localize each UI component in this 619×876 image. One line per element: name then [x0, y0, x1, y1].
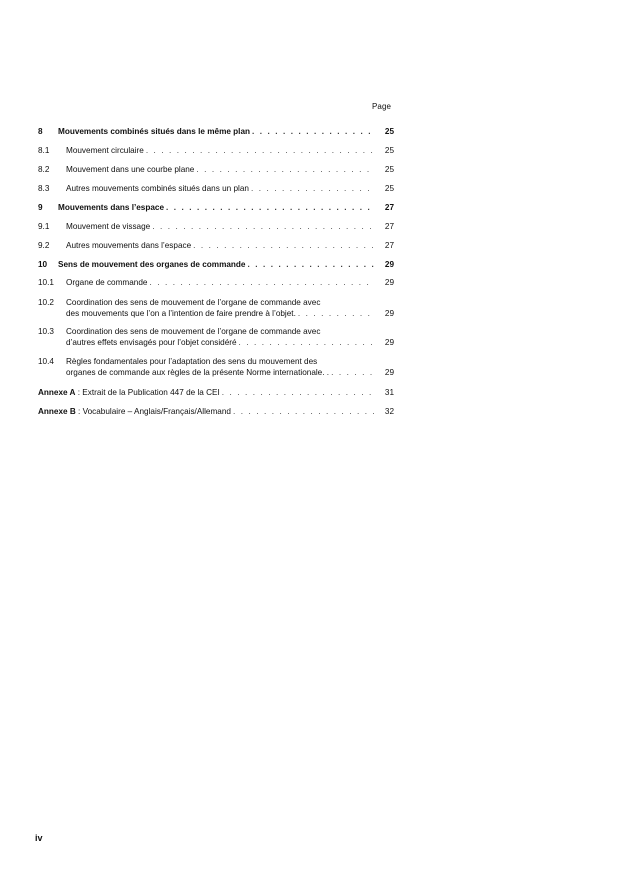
- toc-entry-number: 10.2: [38, 298, 54, 307]
- toc-entry: [38, 165, 394, 176]
- toc-entry-title: Coordination des sens de mouvement de l’organe de commande avec: [66, 298, 321, 307]
- toc-entry-title: Règles fondamentales pour l’adaptation des sens du mouvement des: [66, 357, 318, 366]
- dot-leader: [247, 260, 374, 271]
- dot-leader: [166, 203, 374, 214]
- toc-entry-title: Annexe B : Vocabulaire – Anglais/Français/Allemand: [38, 407, 231, 416]
- toc-entry-title: Autres mouvements dans l’espace: [66, 241, 192, 250]
- dot-leader: [193, 241, 374, 252]
- toc-entry-title: des mouvements que l’on a l’intention de faire prendre à l’objet.: [66, 308, 296, 318]
- toc-entry-title: Mouvement dans une courbe plane: [66, 165, 195, 174]
- toc-entry-page: 31: [384, 388, 394, 397]
- toc-entry-page: 32: [384, 407, 394, 416]
- toc-entry-number: 9.1: [38, 222, 50, 231]
- toc-entry-page: 27: [384, 203, 394, 212]
- toc-entry: [38, 184, 394, 195]
- toc-entry-page: 25: [384, 184, 394, 193]
- dot-leader: [149, 278, 374, 289]
- toc-entry: [38, 407, 394, 418]
- toc-entry-title: Mouvements combinés situés dans le même plan: [58, 127, 251, 136]
- toc-entry: [38, 146, 394, 157]
- toc-entry: [38, 222, 394, 233]
- toc-entry-page: 27: [384, 241, 394, 250]
- toc-entry-number: 8.1: [38, 146, 50, 155]
- toc-entry: [38, 388, 394, 399]
- toc-entry-page: 25: [384, 165, 394, 174]
- toc-entry-page: 27: [384, 222, 394, 231]
- dot-leader: [239, 338, 374, 349]
- toc-entry-page: 29: [384, 308, 394, 318]
- toc-entry-title: Organe de commande: [66, 278, 148, 287]
- dot-leader: [298, 309, 374, 320]
- toc-entry-title: Mouvement circulaire: [66, 146, 144, 155]
- dot-leader: [233, 407, 374, 418]
- toc-entry-title: d’autres effets envisagés pour l’objet considéré: [66, 337, 237, 347]
- toc-entry-number: 8.3: [38, 184, 50, 193]
- toc-entry-number: 10: [38, 260, 48, 269]
- toc-entry-page: 25: [384, 127, 394, 136]
- toc-entry: [38, 127, 394, 138]
- page-column-label: Page: [372, 102, 392, 111]
- dot-leader: [252, 127, 374, 138]
- toc-entry-title: Mouvement de vissage: [66, 222, 151, 231]
- toc-entry-number: 10.4: [38, 357, 54, 366]
- toc-entry: [38, 203, 394, 214]
- toc-entry-number: 10.1: [38, 278, 54, 287]
- toc-entry-number: 8: [38, 127, 43, 136]
- dot-leader: [196, 165, 374, 176]
- toc-entry-number: 9.2: [38, 241, 50, 250]
- dot-leader: [331, 368, 374, 379]
- toc-entry-page: 29: [384, 260, 394, 269]
- toc-entry-number: 8.2: [38, 165, 50, 174]
- toc-entry-page: 29: [384, 278, 394, 287]
- toc-entry: [38, 357, 394, 378]
- toc-entry: [38, 327, 394, 348]
- toc-entry-number: 10.3: [38, 327, 54, 336]
- toc-entry-number: 9: [38, 203, 43, 212]
- toc-entry-title: Annexe A : Extrait de la Publication 447 de la CEI: [38, 388, 220, 397]
- dot-leader: [152, 222, 374, 233]
- toc-entry-title: organes de commande aux règles de la présente Norme internationale. .: [66, 367, 330, 377]
- toc-entry-page: 25: [384, 146, 394, 155]
- toc-entry-page: 29: [384, 367, 394, 377]
- toc-entry: [38, 260, 394, 271]
- toc-entry: [38, 278, 394, 289]
- dot-leader: [222, 388, 374, 399]
- dot-leader: [251, 184, 374, 195]
- toc-entry: [38, 241, 394, 252]
- page-number-footer: iv: [35, 833, 43, 843]
- toc-entry: [38, 298, 394, 319]
- toc-entry-page: 29: [384, 337, 394, 347]
- toc-entry-title: Coordination des sens de mouvement de l’organe de commande avec: [66, 327, 321, 336]
- toc-entry-title: Autres mouvements combinés situés dans un plan: [66, 184, 249, 193]
- toc-entry-title: Mouvements dans l’espace: [58, 203, 165, 212]
- toc-entry-title: Sens de mouvement des organes de commande: [58, 260, 246, 269]
- dot-leader: [146, 146, 374, 157]
